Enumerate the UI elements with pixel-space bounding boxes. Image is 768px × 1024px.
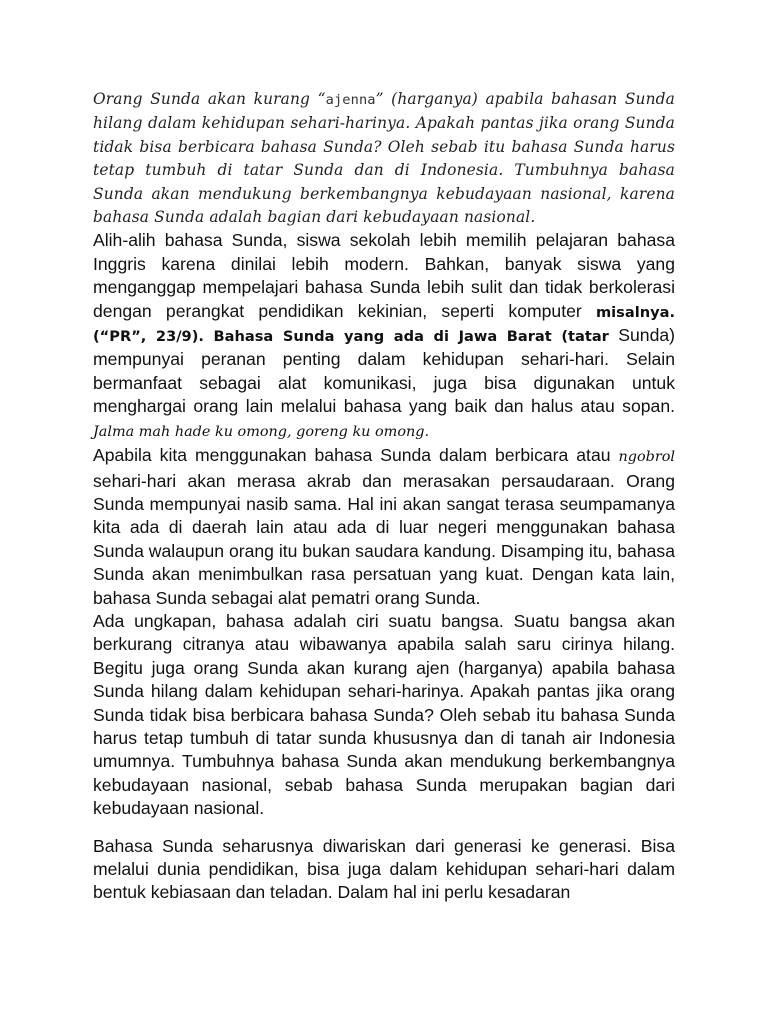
paragraph-intro-part-c: ” (harganya) apabila bahasan Sunda hilang dalam kehidupan sehari-harinya. Apakah pantas jika orang Sunda tidak bisa berbicara bahasa Sunda? Oleh sebab itu bahasa Sunda harus tetap tumbuh di tatar Sunda dan di Indonesia. Tumbuhnya bahasa Sunda akan mendukung berkembangnya kebudayaan nasional, karena bahasa Sunda adalah bagian dari kebudayaan nasional. bbox=[93, 90, 675, 227]
paragraph-school-language bbox=[93, 229, 675, 444]
term-ajenna: ajenna bbox=[325, 92, 376, 108]
paragraph-using-part-a: Apabila kita menggunakan bahasa Sunda dalam berbicara atau bbox=[93, 445, 619, 466]
paragraph-inheritance: Bahasa Sunda seharusnya diwariskan dari generasi ke generasi. Bisa melalui dunia pendidikan, bisa juga dalam kehidupan sehari-hari dalam bentuk kebiasaan dan teladan. Dalam hal ini perlu kesadaran bbox=[93, 835, 675, 903]
paragraph-intro-italic bbox=[93, 88, 675, 229]
paragraph-using-sundanese bbox=[93, 444, 675, 610]
document-page bbox=[93, 88, 675, 905]
paragraph-school-part-a: Alih-alih bahasa Sunda, siswa sekolah lebih memilih pelajaran bahasa Inggris karena dinilai lebih modern. Bahkan, banyak siswa yang menganggap mempelajari bahasa Sunda lebih sulit dan tidak berkolerasi dengan perangkat pendidikan kekinian, seperti komputer bbox=[93, 230, 675, 321]
paragraph-using-part-c: sehari-hari akan merasa akrab dan merasakan persaudaraan. Orang Sunda mempunyai nasib sama. Hal ini akan sangat terasa seumpamanya kita ada di daerah lain atau ada di luar negeri menggunakan bahasa Sunda walaupun orang itu bukan saudara kandung. Disamping itu, bahasa Sunda akan menimbulkan rasa persatuan yang kuat. Dengan kata lain, bahasa Sunda sebagai alat pematri orang Sunda. bbox=[93, 470, 675, 608]
proverb-jalma: Jalma mah hade ku omong, goreng ku omong. bbox=[93, 423, 430, 440]
citation-pr-bold: misalnya. (“PR”, 23/9). Bahasa Sunda yang ada di Jawa Barat (tatar bbox=[93, 303, 675, 346]
paragraph-nation-identity: Ada ungkapan, bahasa adalah ciri suatu bangsa. Suatu bangsa akan berkurang citranya atau wibawanya apabila salah saru cirinya hilang. Begitu juga orang Sunda akan kurang ajen (harganya) apabila bahasa Sunda hilang dalam kehidupan sehari-harinya. Apakah pantas jika orang Sunda tidak bisa berbicara bahasa Sunda? Oleh sebab itu bahasa Sunda harus tetap tumbuh di tatar sunda khususnya dan di tanah air Indonesia umumnya. Tumbuhnya bahasa Sunda akan mendukung berkembangnya kebudayaan nasional, sebab bahasa Sunda merupakan bagian dari kebudayaan nasional. bbox=[93, 610, 675, 819]
paragraph-school-part-c: Sunda) mempunyai peranan penting dalam kehidupan sehari-hari. Selain bermanfaat sebagai alat komunikasi, juga bisa digunakan untuk menghargai orang lain melalui bahasa yang baik dan halus atau sopan. bbox=[93, 325, 676, 417]
term-ngobrol: ngobrol bbox=[618, 449, 675, 466]
paragraph-intro-part-a: Orang Sunda akan kurang “ bbox=[93, 90, 326, 108]
